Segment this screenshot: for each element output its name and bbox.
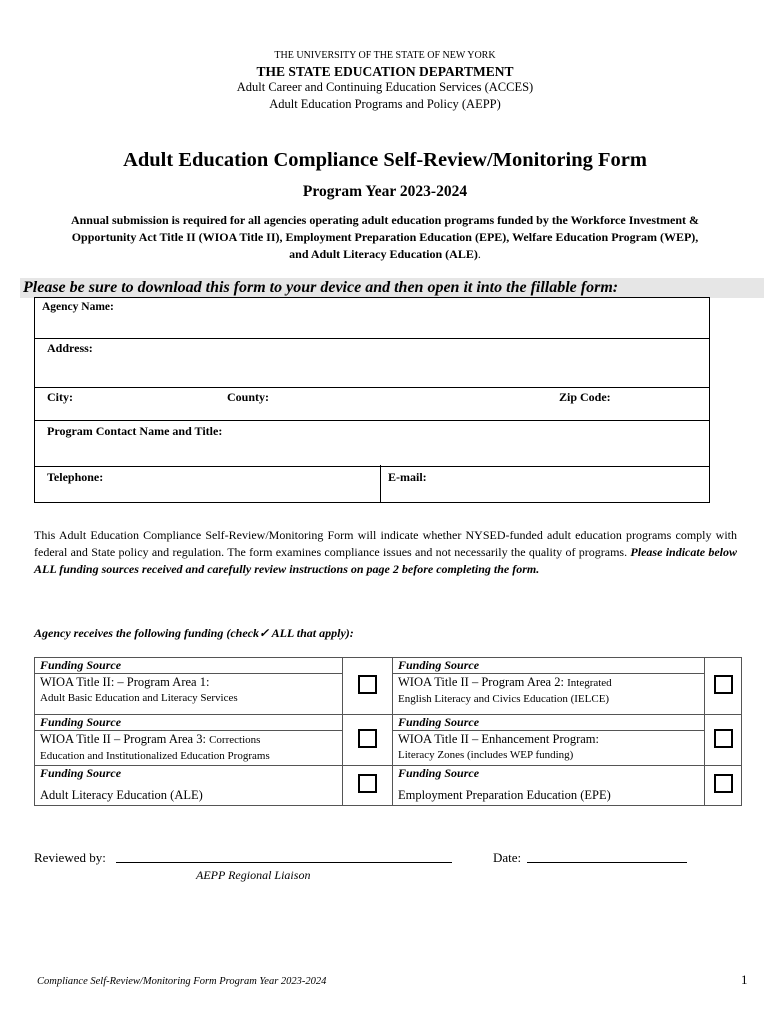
download-instruction-banner: Please be sure to download this form to your device and then open it into the fillable form: bbox=[20, 278, 764, 298]
funding-cell-wioa-area2 bbox=[393, 658, 705, 715]
wioa-enhancement-desc: Literacy Zones (includes WEP funding) bbox=[398, 749, 574, 761]
checkbox-cell bbox=[705, 658, 742, 715]
table-row bbox=[35, 658, 742, 715]
reviewed-by-signature-line[interactable] bbox=[116, 862, 452, 863]
zip-code-label[interactable]: Zip Code: bbox=[559, 390, 611, 404]
epe-checkbox[interactable] bbox=[714, 774, 733, 793]
agency-info-box bbox=[34, 297, 710, 503]
funding-instruction: Agency receives the following funding (check✓ ALL that apply): bbox=[34, 626, 354, 640]
form-description-text: This Adult Education Compliance Self-Review/Monitoring Form will indicate whether NYSED-funded adult education programs comply with federal and State policy and regulation. The form examines compliance issues and not necessarily the quality of programs. bbox=[34, 528, 737, 559]
funding-cell-wioa-area1 bbox=[35, 658, 343, 715]
wioa-area2-title bbox=[398, 674, 699, 692]
wioa-area3-checkbox[interactable] bbox=[358, 729, 377, 748]
county-label[interactable]: County: bbox=[227, 390, 270, 404]
row-divider bbox=[35, 466, 709, 467]
funding-source-header: Funding Source bbox=[35, 715, 342, 731]
ale-title: Adult Literacy Education (ALE) bbox=[40, 788, 203, 802]
wioa-area3-desc: Education and Institutionalized Education Programs bbox=[40, 750, 270, 762]
wioa-enhancement-title: WIOA Title II – Enhancement Program: bbox=[398, 732, 600, 746]
ale-checkbox[interactable] bbox=[358, 774, 377, 793]
table-row bbox=[35, 715, 742, 766]
wioa-area2-checkbox[interactable] bbox=[714, 675, 733, 694]
funding-source-header: Funding Source bbox=[35, 658, 342, 674]
email-label[interactable]: E-mail: bbox=[388, 470, 427, 484]
submission-requirement-text: Annual submission is required for all agencies operating adult education programs funded by the Workforce Investment & Opportunity Act Title II (WIOA Title II), Employment Preparation Education (EPE), Welfare Education Program (WEP), and Adult Literacy Education (ALE) bbox=[70, 213, 700, 261]
wioa-area1-title: WIOA Title II: – Program Area 1: bbox=[40, 675, 210, 689]
telephone-email-divider bbox=[380, 465, 381, 502]
table-row bbox=[35, 766, 742, 806]
liaison-caption: AEPP Regional Liaison bbox=[196, 868, 311, 882]
agency-name-label[interactable]: Agency Name: bbox=[42, 301, 114, 313]
page-number: 1 bbox=[741, 972, 748, 987]
row-divider bbox=[35, 420, 709, 421]
funding-source-table bbox=[34, 657, 742, 806]
telephone-label[interactable]: Telephone: bbox=[47, 470, 104, 484]
checkbox-cell bbox=[343, 658, 393, 715]
city-label[interactable]: City: bbox=[47, 390, 73, 404]
funding-source-header: Funding Source bbox=[40, 766, 122, 780]
reviewed-by-label: Reviewed by: bbox=[34, 850, 106, 865]
funding-cell-wioa-area3 bbox=[35, 715, 343, 766]
form-description-emphasis: Please indicate below ALL funding sources received and carefully review instructions on page 2 before completing the form. bbox=[34, 545, 737, 576]
form-title: Adult Education Compliance Self-Review/Monitoring Form bbox=[123, 149, 647, 171]
funding-source-header: Funding Source bbox=[398, 766, 480, 780]
address-label[interactable]: Address: bbox=[47, 341, 93, 355]
funding-source-header: Funding Source bbox=[393, 715, 704, 731]
wioa-area2-title-small: Integrated bbox=[567, 677, 612, 689]
epe-title: Employment Preparation Education (EPE) bbox=[398, 788, 611, 802]
date-label: Date: bbox=[493, 850, 522, 865]
checkbox-cell bbox=[343, 715, 393, 766]
funding-cell-epe bbox=[393, 766, 705, 806]
wioa-area1-desc: Adult Basic Education and Literacy Services bbox=[40, 692, 238, 704]
funding-source-header: Funding Source bbox=[393, 658, 704, 674]
row-divider bbox=[35, 338, 709, 339]
checkbox-cell bbox=[343, 766, 393, 806]
university-header: THE UNIVERSITY OF THE STATE OF NEW YORK bbox=[274, 50, 496, 61]
wioa-area2-desc: English Literacy and Civics Education (IELCE) bbox=[398, 693, 610, 705]
row-divider bbox=[35, 387, 709, 388]
department-header: THE STATE EDUCATION DEPARTMENT bbox=[256, 64, 514, 79]
wioa-area3-title-small: Corrections bbox=[209, 734, 261, 746]
checkbox-cell bbox=[705, 715, 742, 766]
funding-cell-wioa-enhancement bbox=[393, 715, 705, 766]
wioa-area2-title-main: WIOA Title II – Program Area 2: bbox=[398, 675, 568, 689]
office-acces: Adult Career and Continuing Education Services (ACCES) bbox=[236, 80, 534, 94]
wioa-area3-title-main: WIOA Title II – Program Area 3: bbox=[40, 732, 210, 746]
page-footer: Compliance Self-Review/Monitoring Form Program Year 2023-2024 bbox=[37, 976, 327, 987]
form-description bbox=[34, 527, 737, 578]
program-contact-label[interactable]: Program Contact Name and Title: bbox=[47, 424, 223, 438]
wioa-area3-title bbox=[40, 731, 337, 749]
checkbox-cell bbox=[705, 766, 742, 806]
wioa-enhancement-checkbox[interactable] bbox=[714, 729, 733, 748]
office-aepp: Adult Education Programs and Policy (AEPP) bbox=[269, 97, 501, 111]
funding-cell-ale bbox=[35, 766, 343, 806]
submission-requirement bbox=[70, 212, 700, 263]
submission-requirement-period: . bbox=[477, 247, 481, 261]
program-year: Program Year 2023-2024 bbox=[302, 183, 468, 200]
wioa-area1-checkbox[interactable] bbox=[358, 675, 377, 694]
date-signature-line[interactable] bbox=[527, 862, 687, 863]
